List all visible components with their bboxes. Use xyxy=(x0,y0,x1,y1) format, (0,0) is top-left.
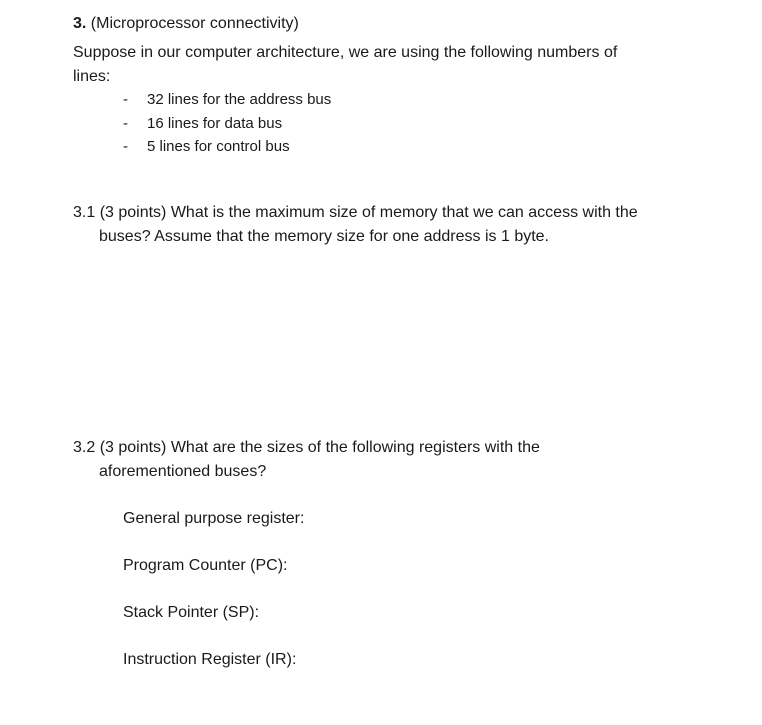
bullet-dash: - xyxy=(123,91,128,108)
question-3-2-line-1: 3.2 (3 points) What are the sizes of the following registers with the xyxy=(73,439,540,456)
register-label-program-counter: Program Counter (PC): xyxy=(123,557,288,574)
register-label-general-purpose: General purpose register: xyxy=(123,510,305,527)
question-intro-line-1: Suppose in our computer architecture, we are using the following numbers of xyxy=(73,44,618,61)
question-intro-line-2: lines: xyxy=(73,68,111,85)
register-label-instruction-register: Instruction Register (IR): xyxy=(123,651,297,668)
question-3-1-line-1: 3.1 (3 points) What is the maximum size of memory that we can access with the xyxy=(73,204,638,221)
question-title: (Microprocessor connectivity) xyxy=(86,15,299,32)
bullet-dash: - xyxy=(123,115,128,132)
bullet-text: 5 lines for control bus xyxy=(147,138,290,155)
question-3-1-line-2: buses? Assume that the memory size for one address is 1 byte. xyxy=(99,228,549,245)
bullet-text: 16 lines for data bus xyxy=(147,115,283,132)
register-label-stack-pointer: Stack Pointer (SP): xyxy=(123,604,260,621)
question-heading xyxy=(73,14,299,34)
question-number: 3. xyxy=(73,15,87,32)
bullet-text: 32 lines for the address bus xyxy=(147,91,332,108)
question-3-2-line-2: aforementioned buses? xyxy=(99,463,267,480)
bullet-dash: - xyxy=(123,138,128,155)
